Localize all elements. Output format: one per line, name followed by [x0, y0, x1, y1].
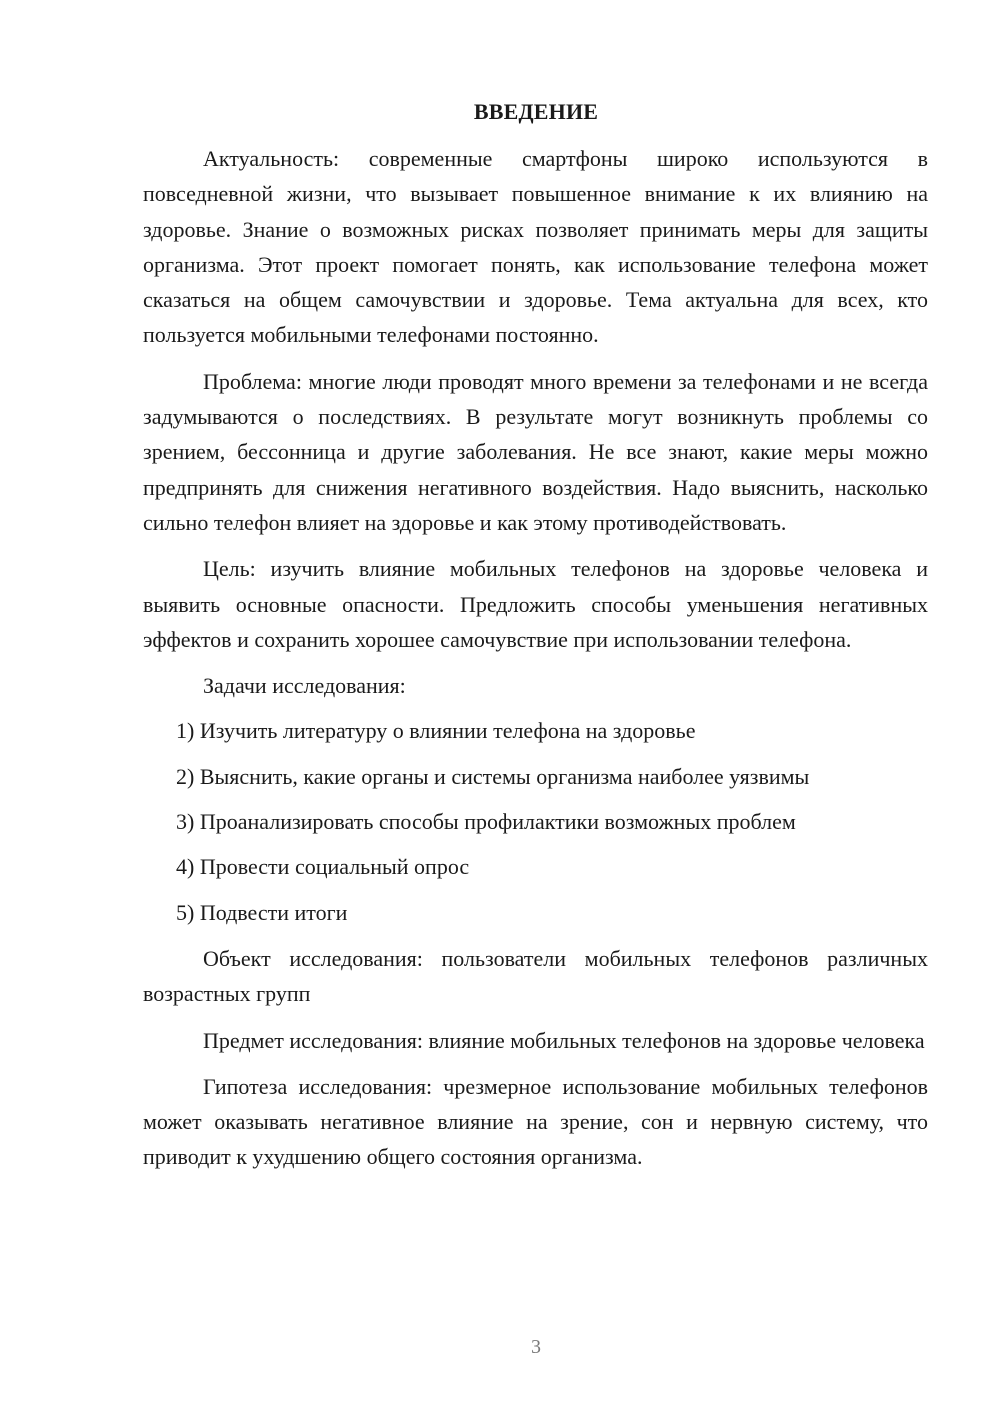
task-item-1: 1) Изучить литературу о влиянии телефона на здоровье: [176, 718, 696, 744]
object-paragraph: Объект исследования: пользователи мобильных телефонов различных возрастных групп: [143, 945, 928, 1007]
hypothesis-paragraph: Гипотеза исследования: чрезмерное использование мобильных телефонов может оказывать негативное влияние на зрение, сон и нервную систему, что приводит к ухудшению общего состояния организма.: [143, 1073, 928, 1170]
page-number: 3: [531, 1336, 541, 1358]
page-title: ВВЕДЕНИЕ: [473, 99, 599, 124]
task-item-5: 5) Подвести итоги: [176, 899, 348, 925]
tasks-heading: Задачи исследования:: [203, 673, 406, 699]
problem-paragraph: Проблема: многие люди проводят много времени за телефонами и не всегда задумываются о последствиях. В результате могут возникнуть проблемы со зрением, бессонница и другие заболевания. Не все знают, какие меры можно предпринять для снижения негативного воздействия. Надо выяснить, насколько сильно телефон влияет на здоровье и как этому противодействовать.: [143, 368, 928, 535]
task-item-3: 3) Проанализировать способы профилактики возможных проблем: [176, 809, 796, 835]
goal-paragraph: Цель: изучить влияние мобильных телефонов на здоровье человека и выявить основные опасности. Предложить способы уменьшения негативных эффектов и сохранить хорошее самочувствие при использовании телефона.: [143, 556, 928, 652]
document-body: [143, 141, 928, 1186]
task-list: [143, 713, 928, 929]
task-item-2: 2) Выяснить, какие органы и системы организма наиболее уязвимы: [176, 763, 810, 789]
task-item-4: 4) Провести социальный опрос: [176, 854, 470, 880]
relevance-paragraph: Актуальность: современные смартфоны широко используются в повседневной жизни, что вызывает повышенное внимание к их влиянию на здоровье. Знание о возможных рисках позволяет принимать меры для защиты организма. Этот проект помогает понять, как использование телефона может сказаться на общем самочувствии и здоровье. Тема актуальна для всех, кто пользуется мобильными телефонами постоянно.: [143, 146, 928, 348]
subject-paragraph: Предмет исследования: влияние мобильных телефонов на здоровье человека: [203, 1027, 925, 1053]
